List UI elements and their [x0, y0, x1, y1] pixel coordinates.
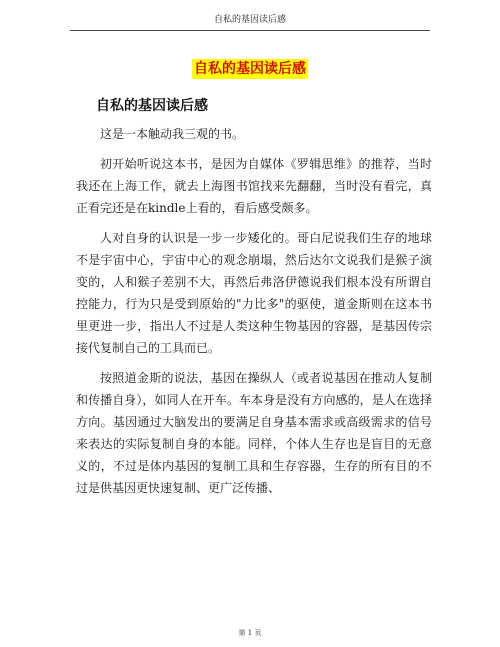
- document-body: [76, 123, 432, 507]
- paragraph: 人对自身的认识是一步一步矮化的。哥白尼说我们生存的地球不是宇宙中心，宇宙中心的观念崩塌，然后达尔文说我们是猴子演变的，人和猴子差别不大，再然后弗洛伊德说我们根本没有所谓自控能力，行为只是受到原始的"力比多"的驱使，道金斯则在这本书里更进一步，指出人不过是人类这种生物基因的容器，是基因传宗接代复制自己的工具而已。: [76, 231, 432, 355]
- paragraph: 初开始听说这本书，是因为自媒体《罗辑思维》的推荐，当时我还在上海工作，就去上海图书馆找来先翻翻，当时没有看完，真正看完还是在kindle上看的，看后感受颇多。: [76, 157, 432, 215]
- paragraph: 这是一本触动我三观的书。: [100, 127, 245, 141]
- document-title: 自私的基因读后感: [194, 61, 306, 77]
- header-divider: [70, 30, 430, 31]
- page-number: 第 1 页: [238, 629, 262, 637]
- document-subtitle: 自私的基因读后感: [96, 98, 208, 114]
- title-container: [0, 58, 500, 79]
- page-header: 自私的基因读后感: [213, 15, 286, 25]
- paragraph: 按照道金斯的说法，基因在操纵人（或者说基因在推动人复制和传播自身），如同人在开车。车本身是没有方向感的，是人在选择方向。基因通过大脑发出的要满足自身基本需求或高级需求的信号来表达的实际复制自身的本能。同样，个体人生存也是盲目的无意义的，不过是体内基因的复制工具和生存容器，生存的所有目的不过是供基因更快速复制、更广泛传播、: [76, 371, 432, 495]
